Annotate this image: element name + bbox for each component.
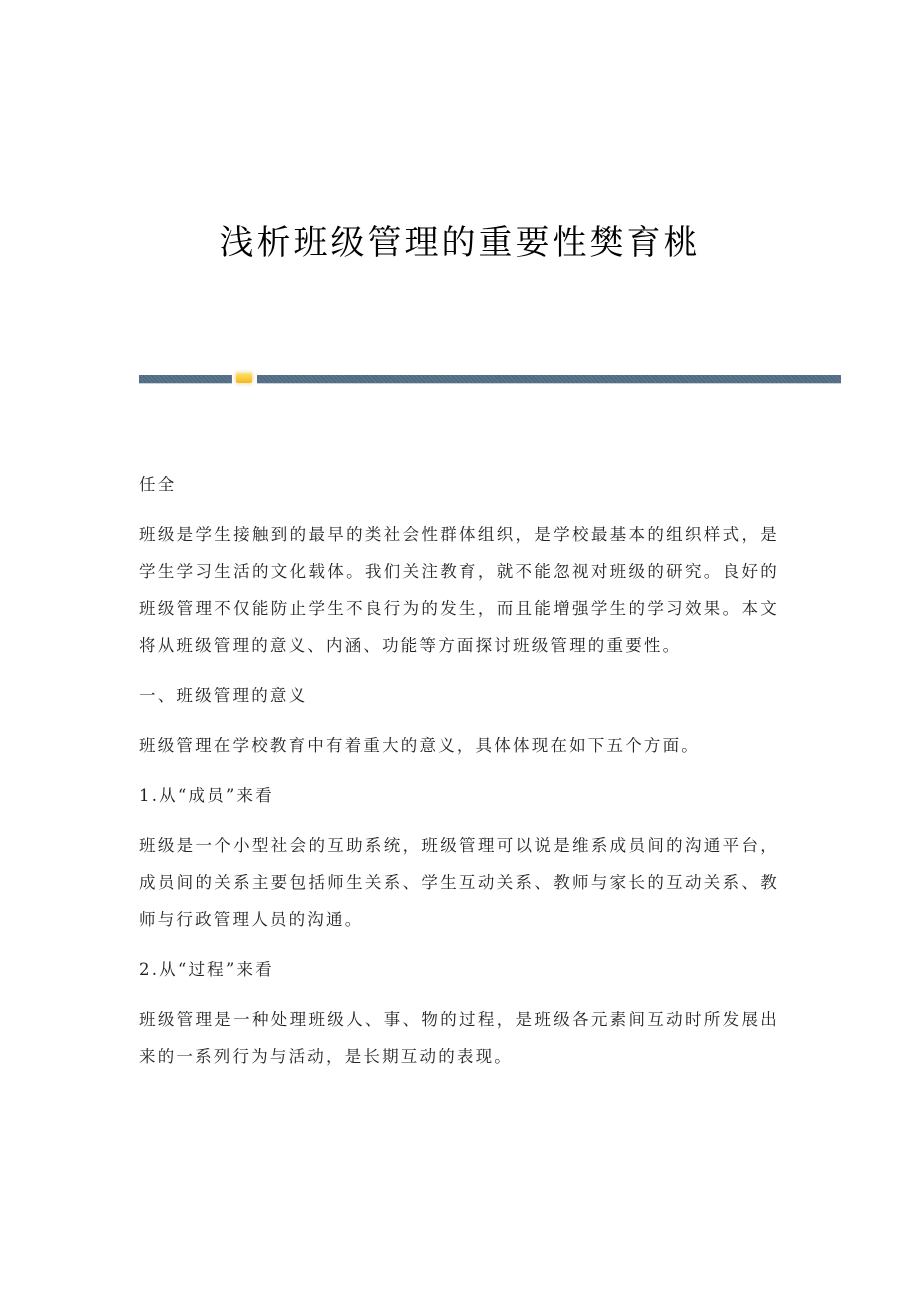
section-heading-1: 一、班级管理的意义 xyxy=(139,686,308,705)
separator-ornament-icon xyxy=(236,373,252,383)
paragraph-process: 班级管理是一种处理班级人、事、物的过程，是班级各元素间互动时所发展出来的一系列行为与活动，是长期互动的表现。 xyxy=(139,1010,779,1066)
document-title: 浅析班级管理的重要性樊育桃 xyxy=(219,223,701,263)
paragraph-section-1-intro: 班级管理在学校教育中有着重大的意义，具体体现在如下五个方面。 xyxy=(139,736,700,755)
subheading-process: 2.从“过程”来看 xyxy=(139,960,274,979)
subheading-members: 1.从“成员”来看 xyxy=(139,786,274,805)
paragraph-members: 班级是一个小型社会的互助系统，班级管理可以说是维系成员间的沟通平台，成员间的关系主要包括师生关系、学生互动关系、教师与家长的互动关系、教师与行政管理人员的沟通。 xyxy=(139,836,779,929)
author-line: 任全 xyxy=(139,475,177,494)
document-body xyxy=(139,466,779,1088)
title-separator xyxy=(139,375,841,384)
separator-bar-right xyxy=(257,375,841,383)
paragraph-intro: 班级是学生接触到的最早的类社会性群体组织，是学校最基本的组织样式，是学生学习生活的文化载体。我们关注教育，就不能忽视对班级的研究。良好的班级管理不仅能防止学生不良行为的发生，而且能增强学生的学习效果。本文将从班级管理的意义、内涵、功能等方面探讨班级管理的重要性。 xyxy=(139,525,779,655)
separator-bar-left xyxy=(139,375,232,383)
